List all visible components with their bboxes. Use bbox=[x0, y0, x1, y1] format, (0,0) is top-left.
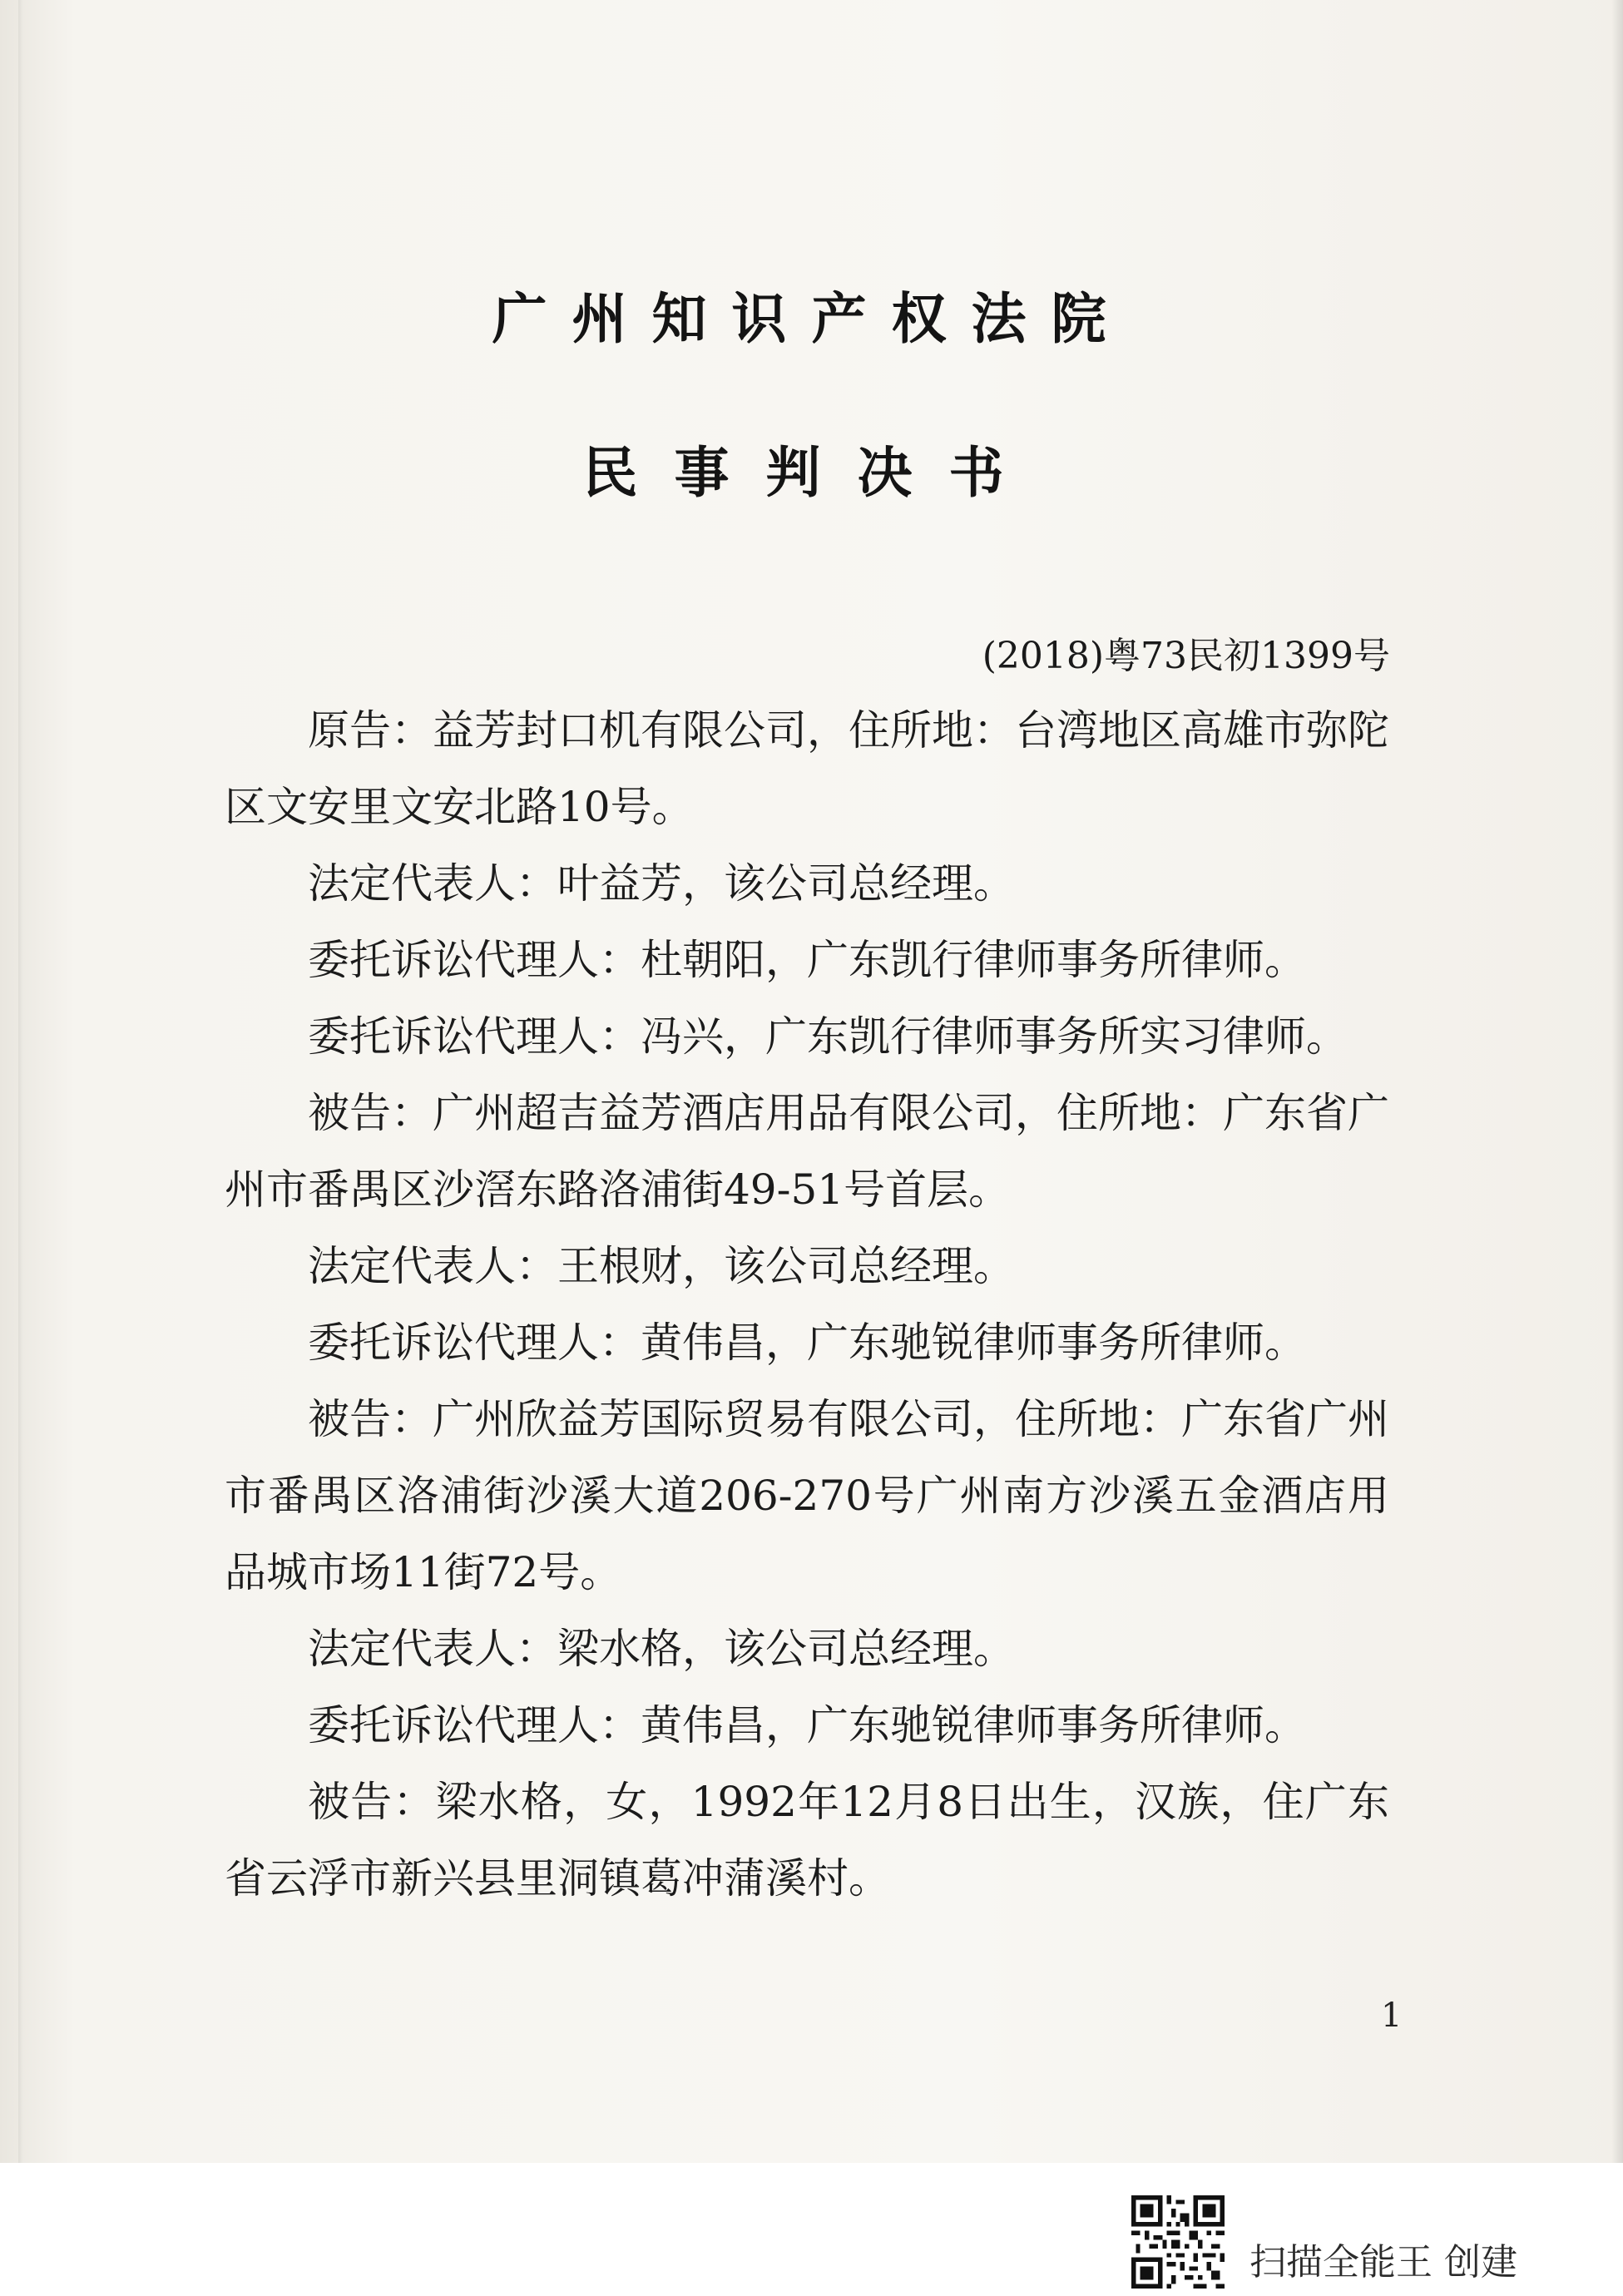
document-type-title: 民事判决书 bbox=[582, 440, 1041, 505]
paragraph-defendant-1-representative: 法定代表人：王根财，该公司总经理。 bbox=[308, 1242, 1015, 1290]
paragraph-defendant-1-agent: 委托诉讼代理人：黄伟昌，广东驰锐律师事务所律师。 bbox=[308, 1319, 1306, 1367]
paragraph-plaintiff-agent-2: 委托诉讼代理人：冯兴，广东凯行律师事务所实习律师。 bbox=[308, 1012, 1348, 1061]
paragraph-plaintiff-representative: 法定代表人：叶益芳，该公司总经理。 bbox=[308, 859, 1015, 908]
case-number: (2018)粤73民初1399号 bbox=[982, 635, 1390, 677]
court-title: 广州知识产权法院 bbox=[492, 286, 1131, 351]
qr-code-icon bbox=[1131, 2195, 1225, 2289]
paragraph-defendant-2-agent: 委托诉讼代理人：黄伟昌，广东驰锐律师事务所律师。 bbox=[308, 1701, 1306, 1749]
paragraph-defendant-2: 被告：广州欣益芳国际贸易有限公司，住所地：广东省广州市番禺区洛浦街沙溪大道206-270号广州南方沙溪五金酒店用品城市场11街72号。 bbox=[225, 1395, 1389, 1596]
document-body bbox=[225, 692, 1389, 1917]
paragraph-plaintiff-agent-1: 委托诉讼代理人：杜朝阳，广东凯行律师事务所律师。 bbox=[308, 936, 1306, 984]
watermark-text: 扫描全能王 创建 bbox=[1249, 2241, 1517, 2284]
paragraph-defendant-1: 被告：广州超吉益芳酒店用品有限公司，住所地：广东省广州市番禺区沙滘东路洛浦街49-51号首层。 bbox=[225, 1089, 1389, 1214]
page-number: 1 bbox=[1381, 1997, 1403, 2035]
paragraph-defendant-3: 被告：梁水格，女，1992年12月8日出生，汉族，住广东省云浮市新兴县里洞镇葛冲蒲溪村。 bbox=[225, 1778, 1389, 1903]
scanner-watermark bbox=[1131, 2196, 1517, 2288]
paragraph-plaintiff: 原告：益芳封口机有限公司，住所地：台湾地区高雄市弥陀区文安里文安北路10号。 bbox=[225, 706, 1389, 831]
paragraph-defendant-2-representative: 法定代表人：梁水格，该公司总经理。 bbox=[308, 1625, 1015, 1673]
